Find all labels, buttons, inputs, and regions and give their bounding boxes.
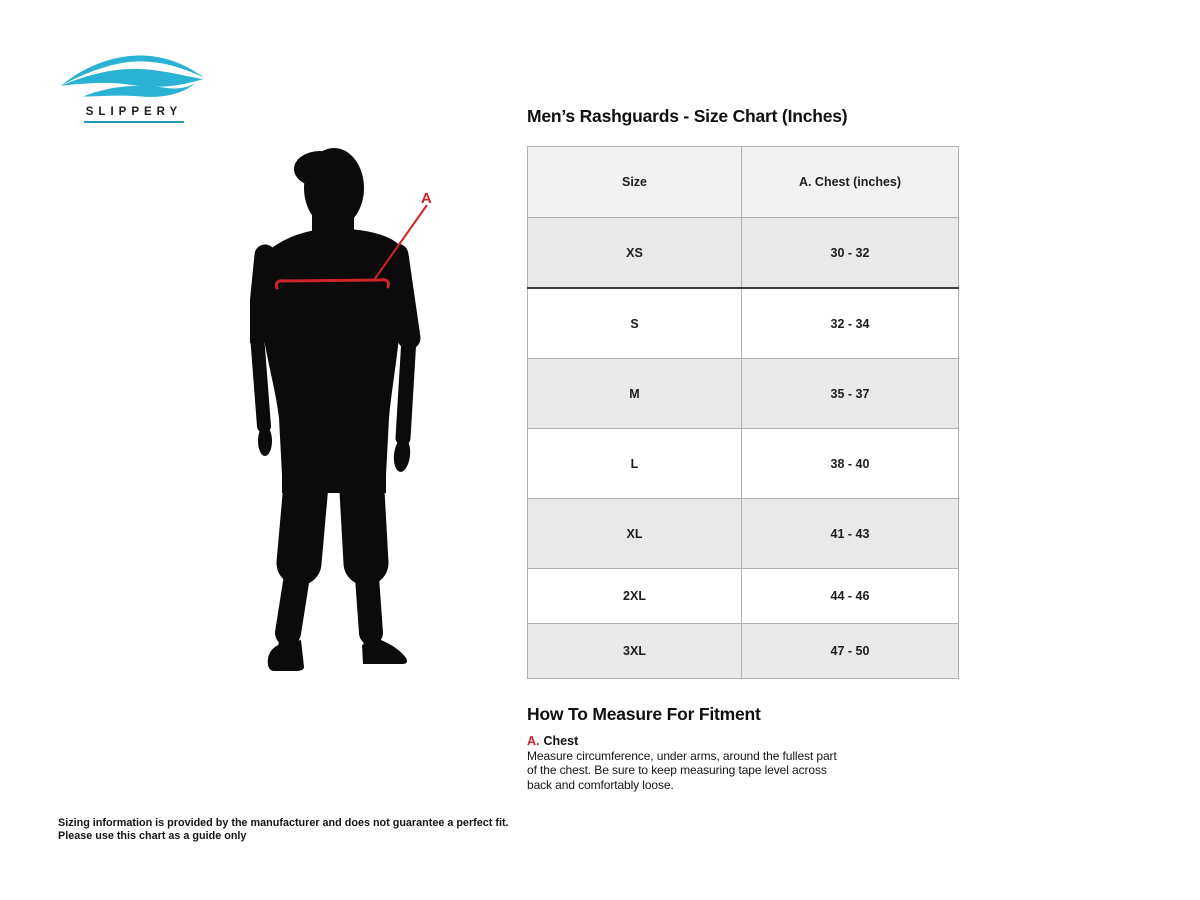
brand-name: SLIPPERY [84, 106, 184, 123]
body-silhouette-icon [250, 143, 460, 678]
measure-item-key: A. [527, 734, 540, 748]
disclaimer [58, 817, 509, 842]
brand-logo [56, 52, 212, 123]
right-foot [362, 640, 407, 664]
chest-cell: 41 - 43 [742, 499, 959, 569]
disclaimer-line-1: Sizing information is provided by the manufacturer and does not guarantee a perfect fit. [58, 817, 509, 829]
size-cell: XS [528, 218, 742, 289]
size-cell: M [528, 359, 742, 429]
wave-logo-icon [56, 52, 212, 102]
table-row [528, 288, 959, 359]
left-upper-arm [257, 255, 265, 335]
table-row [528, 359, 959, 429]
column-header-size: Size [528, 147, 742, 218]
how-to-measure-heading: How To Measure For Fitment [527, 704, 761, 724]
table-row [528, 429, 959, 499]
left-hand [258, 426, 272, 456]
torso [258, 228, 404, 475]
page-title: Men’s Rashguards - Size Chart (Inches) [527, 106, 848, 126]
table-row [528, 218, 959, 289]
table-header-row [528, 147, 959, 218]
chest-cell: 44 - 46 [742, 569, 959, 624]
left-forearm [257, 335, 264, 426]
measure-item-name: Chest [543, 734, 579, 748]
pelvis [282, 441, 386, 493]
size-cell: 3XL [528, 624, 742, 679]
table-row [528, 624, 959, 679]
measure-item-description: Measure circumference, under arms, around the fullest part of the chest. Be sure to keep measuring tape level across back and comfortably loose. [527, 749, 837, 792]
measurement-figure [250, 143, 460, 678]
chest-cell: 38 - 40 [742, 429, 959, 499]
right-forearm [403, 338, 409, 438]
size-cell: 2XL [528, 569, 742, 624]
chest-cell: 32 - 34 [742, 288, 959, 359]
right-upper-arm [397, 255, 409, 338]
chest-measure-label: A [421, 190, 432, 207]
column-header-chest: A. Chest (inches) [742, 147, 959, 218]
table-row [528, 569, 959, 624]
left-foot [268, 640, 304, 671]
size-cell: XL [528, 499, 742, 569]
size-cell: S [528, 288, 742, 359]
how-to-measure-section [527, 704, 847, 792]
chest-cell: 47 - 50 [742, 624, 959, 679]
size-cell: L [528, 429, 742, 499]
measure-item-title [527, 734, 847, 748]
right-calf [366, 563, 371, 633]
chest-cell: 30 - 32 [742, 218, 959, 289]
chest-cell: 35 - 37 [742, 359, 959, 429]
table-row [528, 499, 959, 569]
size-chart-table [527, 146, 959, 679]
left-calf [288, 563, 299, 633]
disclaimer-line-2: Please use this chart as a guide only [58, 829, 247, 842]
